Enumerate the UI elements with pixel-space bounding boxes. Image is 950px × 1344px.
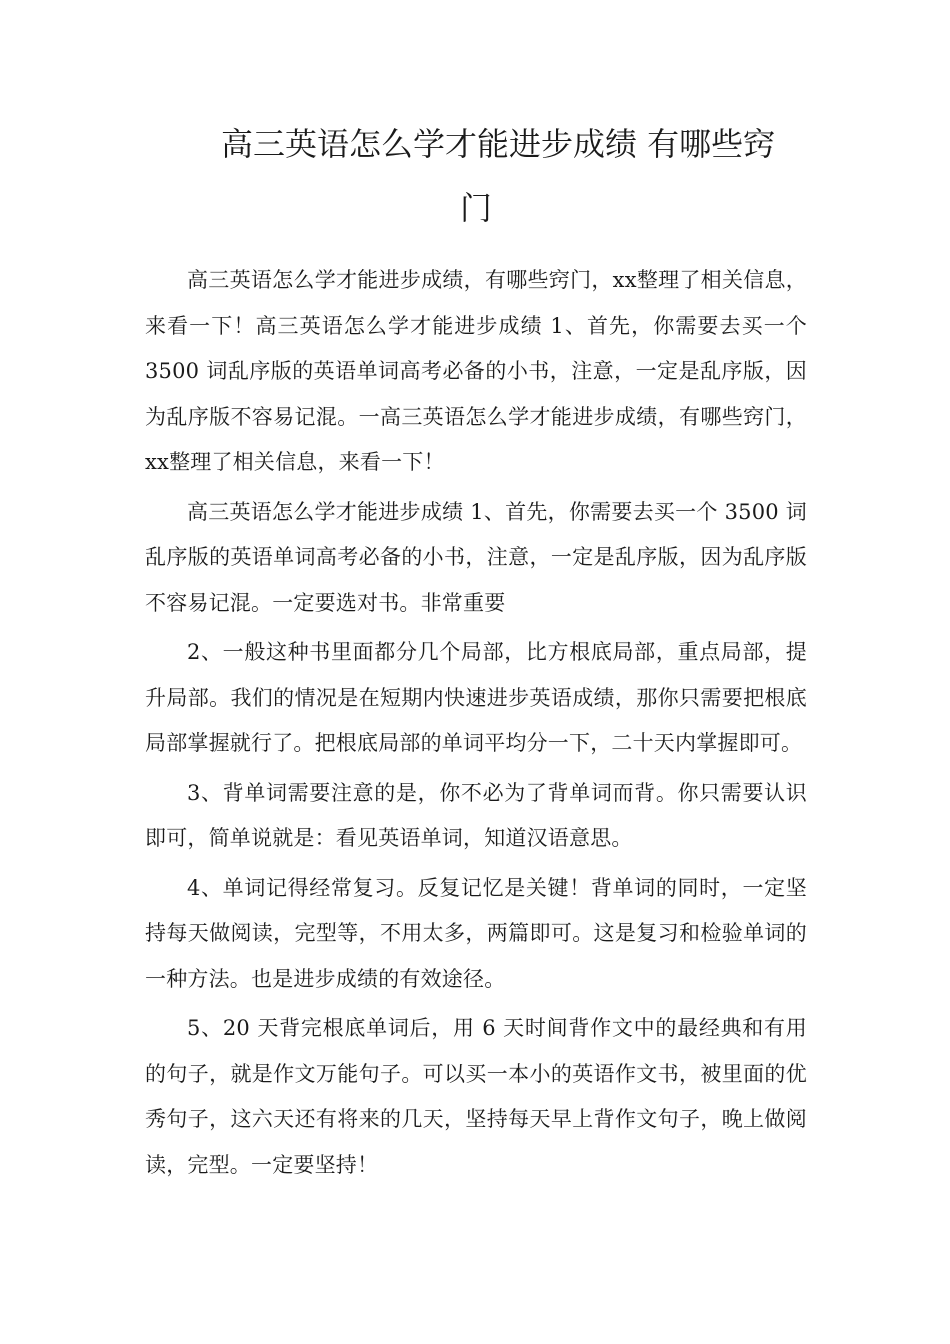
- title-line-2: 门: [459, 189, 492, 227]
- paragraph-step-1: 高三英语怎么学才能进步成绩 1、首先，你需要去买一个 3500 词乱序版的英语单词高考必备的小书，注意，一定是乱序版，因为乱序版不容易记混。一定要选对书。非常重要: [145, 499, 807, 615]
- paragraph-step-5: 5、20 天背完根底单词后，用 6 天时间背作文中的最经典和有用的句子，就是作文万能句子。可以买一本小的英语作文书，被里面的优秀句子，这六天还有将来的几天，坚持每天早上背作文句子，晚上做阅读，完型。一定要坚持！: [145, 1016, 807, 1177]
- paragraph-step-4: 4、单词记得经常复习。反复记忆是关键！背单词的同时，一定坚持每天做阅读，完型等，不用太多，两篇即可。这是复习和检验单词的一种方法。也是进步成绩的有效途径。: [145, 875, 807, 991]
- paragraph-intro: 高三英语怎么学才能进步成绩，有哪些窍门，xx整理了相关信息，来看一下！高三英语怎么学才能进步成绩 1、首先，你需要去买一个 3500 词乱序版的英语单词高考必备的小书，注意，一定是乱序版，因为乱序版不容易记混。一高三英语怎么学才能进步成绩，有哪些窍门，xx整理了相关信息，来看一下！: [145, 268, 807, 474]
- paragraph-step-3: 3、背单词需要注意的是，你不必为了背单词而背。你只需要认识即可，简单说就是：看见英语单词，知道汉语意思。: [145, 780, 807, 850]
- document-body: [145, 258, 807, 1188]
- title-line-1: 高三英语怎么学才能进步成绩 有哪些窍: [221, 125, 776, 163]
- paragraph-step-2: 2、一般这种书里面都分几个局部，比方根底局部，重点局部，提升局部。我们的情况是在短期内快速进步英语成绩，那你只需要把根底局部掌握就行了。把根底局部的单词平均分一下，二十天内掌握即可。: [145, 640, 807, 755]
- document-title: [145, 112, 807, 240]
